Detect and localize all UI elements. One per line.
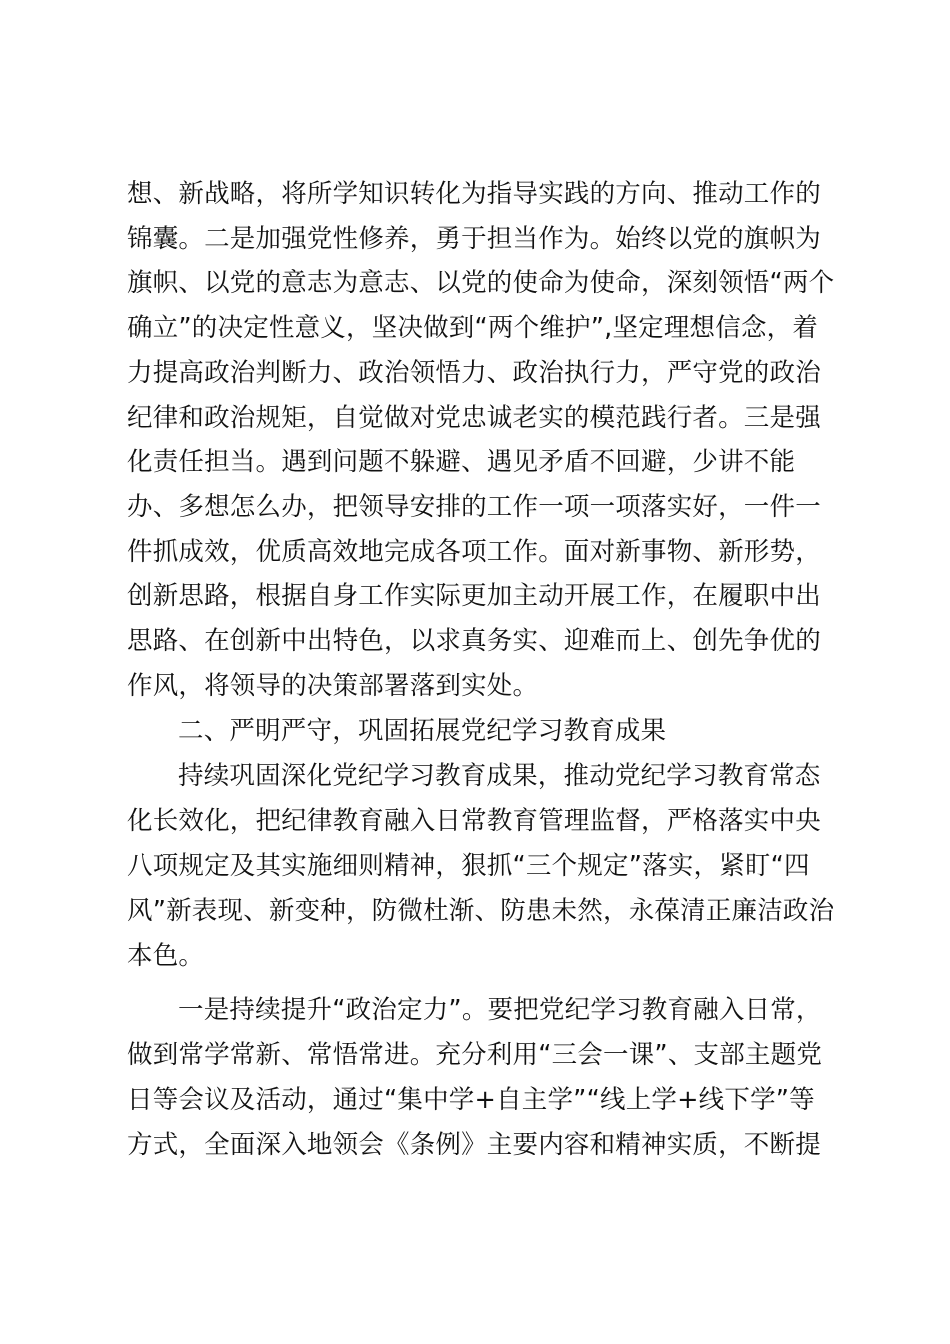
body-line-7: 化责任担当。遇到问题不躲避、遇见矛盾不回避，少讲不能 <box>127 447 796 477</box>
section-heading: 二、严明严守，巩固拓展党纪学习教育成果 <box>178 716 667 746</box>
body-line-11: 思路、在创新中出特色，以求真务实、迎难而上、创先争优的 <box>127 626 821 656</box>
body-line-18: 一是持续提升“政治定力”。要把党纪学习教育融入日常， <box>178 995 822 1025</box>
body-line-21: 方式，全面深入地领会《条例》主要内容和精神实质，不断提 <box>127 1130 821 1160</box>
body-line-10: 创新思路，根据自身工作实际更加主动开展工作，在履职中出 <box>127 581 821 611</box>
body-line-19: 做到常学常新、常悟常进。充分利用“三会一课”、支部主题党 <box>127 1040 823 1070</box>
body-line-6: 纪律和政治规矩，自觉做对党忠诚老实的模范践行者。三是强 <box>127 403 821 433</box>
body-line-16: 风”新表现、新变种，防微杜渐、防患未然，永葆清正廉洁政治 <box>127 896 835 926</box>
body-line-15: 八项规定及其实施细则精神，狠抓“三个规定”落实，紧盯“四 <box>127 851 810 881</box>
body-line-12: 作风，将领导的决策部署落到实处。 <box>127 671 539 701</box>
body-line-5: 力提高政治判断力、政治领悟力、政治执行力，严守党的政治 <box>127 358 821 388</box>
body-line-8: 办、多想怎么办，把领导安排的工作一项一项落实好，一件一 <box>127 492 821 522</box>
body-line-17: 本色。 <box>127 941 205 971</box>
body-line-20: 日等会议及活动，通过“集中学+自主学”“线上学+线下学”等 <box>127 1085 815 1115</box>
body-line-4: 确立”的决定性意义，坚决做到“两个维护”,坚定理想信念，着 <box>127 313 819 343</box>
body-line-13: 持续巩固深化党纪学习教育成果，推动党纪学习教育常态 <box>178 761 821 791</box>
body-line-3: 旗帜、以党的意志为意志、以党的使命为使命，深刻领悟“两个 <box>127 268 835 298</box>
body-line-9: 件抓成效，优质高效地完成各项工作。面对新事物、新形势， <box>127 537 821 567</box>
body-line-1: 想、新战略，将所学知识转化为指导实践的方向、推动工作的 <box>127 179 821 209</box>
body-line-2: 锦囊。二是加强党性修养，勇于担当作为。始终以党的旗帜为 <box>127 224 821 254</box>
body-line-14: 化长效化，把纪律教育融入日常教育管理监督，严格落实中央 <box>127 806 821 836</box>
